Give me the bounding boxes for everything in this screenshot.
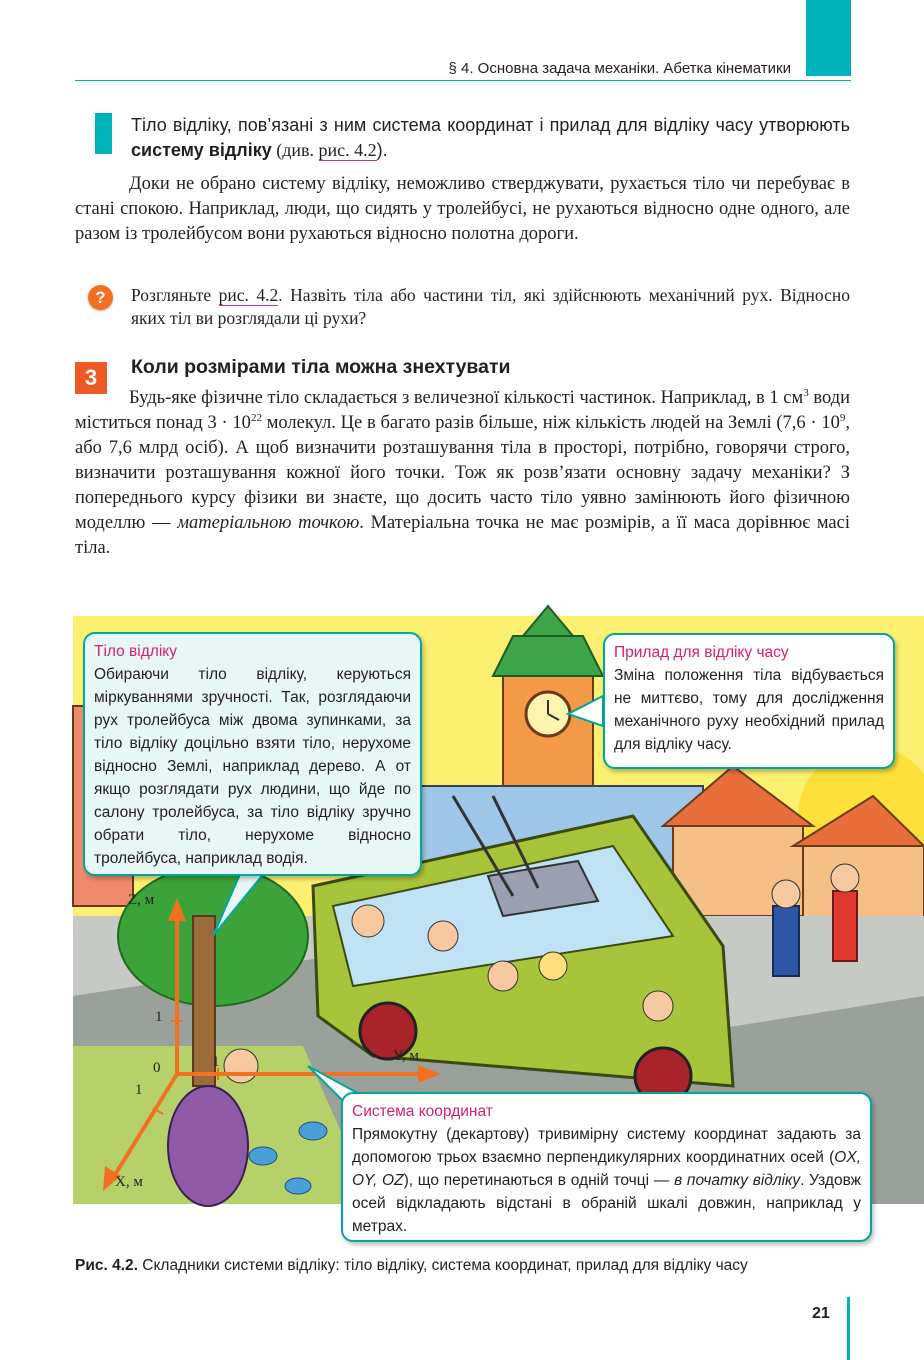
page-number-bar — [847, 1297, 850, 1360]
callout-reference-body — [83, 632, 422, 876]
figure-4-2 — [73, 616, 924, 1235]
material-point-term: матеріальною точкою — [177, 513, 360, 533]
origin-label: 0 — [153, 1060, 161, 1076]
caption-label: Рис. 4.2. — [75, 1257, 138, 1274]
axes-names: OX, OY, OZ — [352, 1149, 861, 1189]
paragraph-2-text: води міститься понад 3 · 10 — [75, 388, 851, 433]
callout-text-part: ), що перетинаються в одній точці — — [403, 1172, 675, 1189]
z-unit-label: 1 — [155, 1009, 163, 1025]
paragraph-1 — [75, 172, 850, 247]
figure-reference-link[interactable]: рис. 4.2 — [218, 285, 279, 305]
question-text-part: Розгляньте — [131, 285, 219, 305]
question-text — [131, 284, 850, 330]
section-number: 3 — [75, 362, 107, 394]
granny — [168, 1086, 248, 1206]
callout-text: Обираючи тіло відліку, керуються міркуваннями зручності. Так, розглядаючи рух тролейбуса між двома зупинками, за тіло відліку доцільно взяти тіло, нерухоме відносно Землі, наприклад дерево. А от якщо розглядати рух людини, що йде по салону тролейбуса, за тіло відліку зручно обрати тіло, нерухоме відносно тролейбуса, наприклад водія. — [94, 666, 411, 867]
paragraph-2-text: Будь-яке фізичне тіло складається з величезної кількості частинок. Наприклад, в 1 см — [129, 388, 804, 408]
z-axis-label: Z, м — [128, 892, 155, 908]
callout-text-part: . Уздовж осей відкладають відстані в обраній шкалі довжин, наприклад у метрах. — [352, 1172, 862, 1235]
callout-text: Зміна положення тіла відбувається не миттєво, тому для дослідження механічного руху необхідний прилад для відліку часу. — [614, 667, 884, 753]
callout-text — [352, 1123, 861, 1238]
x-unit-label: 1 — [135, 1082, 143, 1098]
definition-text-part: (див. — [271, 140, 319, 160]
callout-title: Система координат — [352, 1103, 493, 1120]
y-unit-label: 1 — [212, 1054, 220, 1070]
figure-caption — [75, 1257, 748, 1275]
definition-term: систему відліку — [131, 140, 272, 160]
callout-coordinate-system — [341, 1092, 872, 1242]
x-axis-label: X, м — [115, 1174, 143, 1190]
caption-text: Складники системи відліку: тіло відліку, система координат, прилад для відліку часу — [137, 1257, 748, 1274]
superscript: 3 — [803, 386, 809, 399]
paragraph-1-text: Доки не обрано систему відліку, неможливо стверджувати, рухається тіло чи перебуває в стані спокою. Наприклад, люди, що сидять у тролейбусі, не рухаються відносно одне одного, але разом із тролейбусом вони рухаються відносно полотна дороги. — [75, 174, 850, 244]
superscript: 22 — [250, 411, 262, 424]
paragraph-2-text: молекул. Це в багато разів більше, ніж кількість людей на Землі (7,6 · 10 — [261, 413, 840, 433]
definition-text-part: Тіло відліку, пов’язані з ним система координат і прилад для відліку часу утворюють — [131, 115, 850, 135]
superscript: 9 — [839, 411, 846, 424]
callout-text-part: Прямокутну (декартову) тривимірну систему координат задають за допомогою трьох взаємно перпендикулярних координатних осей ( — [352, 1126, 861, 1166]
header-rule — [75, 80, 851, 81]
definition-text — [131, 113, 850, 163]
page-number: 21 — [812, 1305, 830, 1322]
callout-time-instrument — [603, 633, 895, 769]
callout-title: Прилад для відліку часу — [614, 644, 789, 661]
paragraph-2-text: . Матеріальна точка не має розмірів, а її маса дорівнює масі тіла. — [75, 513, 850, 558]
header-tab-accent — [806, 0, 851, 76]
origin-term: в початку відліку — [674, 1172, 801, 1189]
definition-marker — [95, 113, 112, 154]
question-icon: ? — [88, 285, 113, 310]
figure-reference-link[interactable]: рис. 4.2 — [318, 140, 377, 160]
y-axis-label: Y, м — [393, 1048, 419, 1064]
section-title: Коли розмірами тіла можна знехтувати — [131, 356, 511, 378]
question-text-part: . Назвіть тіла або частини тіл, які здійснюють механічний рух. Відносно яких тіл ви розглядали ці рухи? — [131, 285, 850, 328]
definition-text-part: ). — [376, 140, 388, 160]
paragraph-2 — [75, 386, 850, 561]
callout-title: Тіло відліку — [94, 643, 177, 660]
paragraph-2-text: , або 7,6 млрд осіб). А щоб визначити розташування тіла в просторі, потрібно, говорячи строго, визначити розташування кожної його точки. Тож як розв’язати основну задачу механіки? З попереднього курсу фізики ви знаєте, що досить часто тіло уявно замінюють його фізичною моделлю — — [75, 413, 850, 533]
running-head: § 4. Основна задача механіки. Абетка кінематики — [448, 60, 791, 77]
